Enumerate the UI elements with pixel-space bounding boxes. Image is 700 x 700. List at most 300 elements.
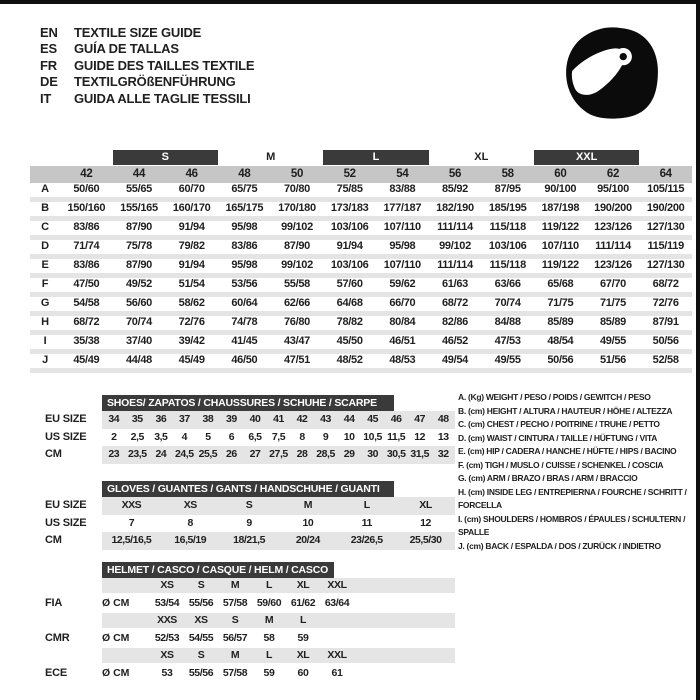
row-label-spacer	[45, 613, 102, 628]
shoes-value: 24,5	[175, 448, 194, 460]
size-value: 160/170	[172, 202, 211, 214]
size-value: 50/60	[73, 183, 100, 195]
shoes-value: 28,5	[316, 448, 335, 460]
unit-spacer	[102, 648, 150, 663]
row-label: CM	[45, 448, 62, 460]
size-value: 70/74	[494, 297, 521, 309]
legend-item-a: A. (Kg) WEIGHT / PESO / POIDS / GEWITCH / PESO	[458, 392, 651, 402]
gloves-value: XXS	[121, 499, 142, 511]
shoes-value: 42	[296, 413, 308, 425]
row-cells	[102, 532, 455, 550]
shoes-value: 4	[181, 430, 188, 443]
shoes-value: 6	[228, 430, 235, 443]
size-value: 127/130	[646, 221, 685, 233]
size-letter-header-row	[30, 150, 692, 165]
size-value: 68/72	[652, 278, 679, 290]
helmet-value: 55/56	[188, 667, 214, 679]
helmet-value: 55/56	[188, 597, 214, 609]
size-value: 87/90	[283, 240, 310, 252]
helmet-size-header: L	[286, 613, 320, 628]
size-value: 75/78	[125, 240, 152, 252]
size-value: 51/56	[599, 354, 626, 366]
size-value: 71/74	[73, 240, 100, 252]
size-value: 43/47	[283, 335, 310, 347]
diameter-unit: Ø CM	[102, 667, 130, 679]
size-value: 46/50	[231, 354, 258, 366]
language-code: FR	[40, 57, 57, 73]
row-cells	[102, 515, 455, 533]
size-value: 103/106	[488, 240, 527, 252]
shoes-row	[45, 429, 455, 447]
helmet-size-band	[45, 648, 455, 663]
row-label-spacer	[45, 578, 102, 593]
helmet-value: 63/64	[324, 597, 350, 609]
row-letter-spacer	[30, 166, 60, 183]
language-row	[40, 41, 254, 58]
size-value: 95/100	[597, 183, 629, 195]
size-value: 87/95	[494, 183, 521, 195]
gloves-row	[45, 515, 455, 533]
size-value: 187/198	[541, 202, 580, 214]
size-column-header: 56	[448, 168, 462, 180]
size-value: 83/86	[73, 221, 100, 233]
size-value: 150/160	[67, 202, 106, 214]
size-value: 51/54	[178, 278, 205, 290]
size-value: 170/180	[278, 202, 316, 214]
size-value: 60/64	[231, 297, 258, 309]
size-value: 47/50	[73, 278, 100, 290]
size-value: 127/130	[646, 259, 685, 271]
size-value: 91/94	[178, 221, 205, 233]
shoes-value: 6,5	[248, 430, 262, 443]
size-value: 39/42	[178, 335, 205, 347]
size-value: 99/102	[281, 221, 313, 233]
size-value: 41/45	[231, 335, 258, 347]
shoes-value: 12	[414, 430, 426, 443]
size-value: 85/89	[599, 316, 626, 328]
helmet-size-header: S	[218, 613, 252, 628]
helmet-standard-row-fia	[45, 593, 455, 613]
shoes-value: 41	[273, 413, 284, 425]
size-row-c	[30, 221, 692, 240]
size-value: 46/51	[389, 335, 416, 347]
size-value: 48/54	[547, 335, 574, 347]
language-row	[40, 90, 254, 107]
shoes-value: 13	[437, 430, 449, 443]
size-value: 70/80	[283, 183, 310, 195]
size-row-h	[30, 316, 692, 335]
shoes-value: 32	[437, 448, 449, 460]
helmet-standard-row-ece	[45, 663, 455, 683]
helmet-size-header: L	[252, 648, 286, 663]
language-row	[40, 57, 254, 74]
size-value: 60/70	[178, 183, 205, 195]
row-letter: E	[41, 259, 49, 271]
size-value: 70/74	[125, 316, 152, 328]
size-value: 78/82	[336, 316, 363, 328]
size-value: 190/200	[594, 202, 632, 214]
shoes-value: 35	[131, 413, 143, 425]
shoes-value: 3,5	[154, 430, 168, 443]
size-value: 56/60	[125, 297, 152, 309]
shoes-value: 30	[367, 448, 379, 460]
row-label: CM	[45, 534, 62, 546]
standard-name: FIA	[45, 597, 63, 609]
shoes-size-section	[45, 395, 455, 464]
gloves-value: 12,5/16,5	[111, 534, 152, 546]
size-value: 55/65	[125, 183, 152, 195]
diameter-unit: Ø CM	[102, 597, 130, 609]
language-row	[40, 24, 254, 41]
shoes-value: 24	[155, 448, 167, 460]
size-value: 53/56	[231, 278, 258, 290]
size-column-header: 54	[396, 168, 409, 180]
gloves-value: 20/24	[295, 534, 320, 546]
legend-item-d: D. (cm) WAIST / CINTURA / TAILLE / HÜFTUNG / VITA	[458, 432, 658, 443]
size-value: 190/200	[646, 202, 685, 214]
shoes-value: 27,5	[269, 448, 288, 460]
textile-size-table	[30, 150, 692, 373]
gloves-row	[45, 532, 455, 550]
language-title: GUIDE DES TAILLES TEXTILE	[74, 57, 255, 73]
shoes-row	[45, 446, 455, 464]
size-value: 49/55	[494, 354, 521, 366]
size-value: 45/49	[73, 354, 100, 366]
gloves-value: 10	[302, 516, 314, 529]
row-letter: D	[41, 240, 49, 252]
language-code: DE	[40, 74, 58, 90]
row-cells	[102, 429, 455, 447]
gloves-value: 8	[187, 516, 193, 529]
shoes-value: 36	[155, 413, 167, 425]
shoes-rows	[45, 411, 455, 464]
size-value: 58/62	[178, 297, 205, 309]
size-value: 99/102	[439, 240, 471, 252]
helmet-section-title: HELMET / CASCO / CASQUE / HELM / CASCO	[102, 562, 334, 578]
shoes-value: 30,5	[386, 448, 406, 460]
gloves-value: S	[245, 499, 253, 511]
shoes-value: 43	[320, 413, 331, 425]
shoes-value: 5	[205, 430, 211, 443]
row-label: US SIZE	[45, 516, 87, 529]
size-value: 83/86	[73, 259, 100, 271]
legend-item-g: G. (cm) ARM / BRAZO / BRAS / ARM / BRACCIO	[458, 473, 638, 483]
shoes-value: 31,5	[410, 448, 429, 460]
size-row-e	[30, 259, 692, 278]
helmet-size-header: XXL	[320, 648, 354, 663]
size-value: 76/80	[283, 316, 310, 328]
helmet-size-header: S	[184, 648, 218, 663]
helmet-size-header: XL	[286, 648, 320, 663]
size-value: 111/114	[437, 221, 473, 233]
helmet-value: 53/54	[154, 597, 180, 609]
size-value: 123/126	[594, 259, 632, 271]
size-value: 99/102	[281, 259, 313, 271]
size-value: 44/48	[125, 354, 152, 366]
row-filler	[354, 628, 455, 648]
size-value: 45/49	[178, 354, 205, 366]
size-value: 71/75	[547, 297, 574, 309]
legend-item-h: H. (cm) INSIDE LEG / ENTREPIERNA / FOURCHE / SCHRITT / FORCELLA	[458, 486, 687, 510]
measurement-legend	[458, 391, 698, 553]
size-value: 87/91	[652, 316, 679, 328]
row-letter: F	[41, 278, 49, 290]
size-row-g	[30, 297, 692, 316]
size-value: 65/68	[547, 278, 574, 290]
size-value: 111/114	[437, 259, 473, 271]
size-value: 79/82	[178, 240, 205, 252]
size-value: 48/53	[389, 354, 416, 366]
helmet-value: 52/53	[154, 632, 180, 644]
row-letter: C	[41, 221, 49, 233]
legend-item-c: C. (cm) CHEST / PECHO / POITRINE / TRUHE / PETTO	[458, 419, 660, 429]
size-value: 119/122	[541, 221, 579, 233]
shoes-value: 45	[367, 413, 379, 425]
size-value: 107/110	[541, 240, 579, 252]
helmet-value: 61	[331, 667, 343, 679]
size-value: 49/55	[599, 335, 626, 347]
size-value: 49/52	[125, 278, 152, 290]
size-row-j	[30, 354, 692, 373]
size-value: 107/110	[383, 221, 421, 233]
row-letter: J	[42, 354, 48, 366]
band-filler	[354, 648, 455, 663]
shoes-value: 10,5	[363, 430, 382, 443]
helmet-size-header: XS	[184, 613, 218, 628]
size-row-f	[30, 278, 692, 297]
gloves-value: 23/26,5	[350, 534, 383, 546]
size-value: 95/98	[231, 259, 258, 271]
size-value: 82/86	[441, 316, 468, 328]
band-filler	[354, 613, 455, 628]
gloves-value: 11	[361, 516, 372, 529]
size-value: 177/187	[383, 202, 422, 214]
language-title: TEXTILE SIZE GUIDE	[74, 24, 202, 40]
language-code: ES	[40, 41, 57, 57]
size-value: 68/72	[73, 316, 100, 328]
size-value: 85/89	[547, 316, 574, 328]
row-cells	[102, 497, 455, 515]
size-value: 87/90	[125, 221, 152, 233]
shoes-value: 11,5	[387, 430, 406, 443]
helmet-value: 57/58	[222, 667, 248, 679]
size-value: 80/84	[389, 316, 416, 328]
size-value: 185/195	[488, 202, 527, 214]
row-cells	[102, 446, 455, 464]
gloves-value: 12	[420, 516, 431, 529]
size-value: 47/53	[494, 335, 521, 347]
size-value: 75/85	[336, 183, 363, 195]
row-filler	[354, 593, 455, 613]
shoes-value: 29	[343, 448, 355, 460]
size-row-i	[30, 335, 692, 354]
helmet-standard-row-cmr	[45, 628, 455, 648]
size-value: 57/60	[336, 278, 363, 290]
size-value: 91/94	[178, 259, 205, 271]
legend-item-j: J. (cm) BACK / ESPALDA / DOS / ZURÜCK / INDIETRO	[458, 540, 661, 551]
shoes-value: 8	[299, 430, 305, 443]
shoes-value: 26	[226, 448, 237, 460]
size-value: 85/92	[441, 183, 468, 195]
helmet-size-header: L	[252, 578, 286, 593]
helmet-value: 60	[297, 667, 309, 679]
shoes-value: 38	[202, 413, 214, 425]
language-row	[40, 74, 254, 91]
shoes-value: 2,5	[130, 430, 144, 443]
size-value: 45/50	[336, 335, 363, 347]
size-column-header: 42	[80, 168, 93, 180]
helmet-size-band	[45, 613, 455, 628]
size-value: 49/54	[441, 354, 468, 366]
language-code: EN	[40, 24, 58, 40]
shoes-value: 46	[390, 413, 402, 425]
size-value: 83/88	[389, 183, 416, 195]
size-group-s: S	[113, 150, 218, 165]
shoes-value: 44	[343, 413, 355, 425]
row-letter: A	[41, 183, 49, 195]
gloves-value: 9	[246, 516, 252, 529]
size-value: 103/106	[330, 221, 369, 233]
shoes-value: 25,5	[198, 448, 218, 460]
size-value: 72/76	[178, 316, 205, 328]
size-group-l: L	[323, 150, 428, 165]
gloves-value: M	[303, 499, 313, 511]
helmet-size-header: XL	[286, 578, 320, 593]
helmet-value: 61/62	[290, 597, 316, 609]
helmet-size-header: XS	[150, 578, 184, 593]
size-value: 55/58	[283, 278, 310, 290]
shoes-value: 37	[178, 413, 190, 425]
shoes-value: 47	[414, 413, 426, 425]
size-value: 165/175	[225, 202, 264, 214]
size-value: 59/62	[389, 278, 416, 290]
size-column-header: 64	[659, 168, 672, 180]
size-value: 84/88	[494, 316, 521, 328]
shoes-value: 28	[296, 448, 308, 460]
helmet-size-header: M	[252, 613, 286, 628]
row-label-spacer	[45, 648, 102, 663]
helmet-size-header: XXL	[320, 578, 354, 593]
legend-item-e: E. (cm) HIP / CADERA / HANCHE / HÜFTE / HIPS / BACINO	[458, 446, 677, 456]
unit-spacer	[102, 578, 150, 593]
language-title: GUÍA DE TALLAS	[74, 41, 179, 57]
row-label: EU SIZE	[45, 499, 87, 511]
shoes-value: 23	[108, 448, 120, 460]
size-value: 46/52	[441, 335, 468, 347]
legend-item-b: B. (cm) HEIGHT / ALTURA / HAUTEUR / HÖHE / ALTEZZA	[458, 405, 673, 416]
shoes-value: 7,5	[271, 430, 286, 443]
row-filler	[354, 663, 455, 683]
size-group-xxl: XXL	[534, 150, 639, 165]
helmet-size-header: M	[218, 648, 252, 663]
size-column-header: 62	[606, 168, 620, 180]
shoes-value: 27	[249, 448, 261, 460]
size-value: 111/114	[595, 240, 631, 252]
standard-name: CMR	[45, 632, 70, 644]
helmet-value: 59	[297, 632, 309, 644]
size-value: 47/51	[283, 354, 310, 366]
size-column-header: 46	[185, 168, 198, 180]
helmet-value: 59/60	[256, 597, 282, 609]
size-value: 173/183	[330, 202, 369, 214]
size-value: 155/165	[120, 202, 158, 214]
shoes-value: 10	[343, 430, 355, 443]
helmet-size-header: M	[218, 578, 252, 593]
language-code: IT	[40, 90, 52, 106]
size-row-d	[30, 240, 692, 259]
gloves-section-title: GLOVES / GUANTES / GANTS / HANDSCHUHE / GUANTI	[102, 481, 394, 497]
helmet-size-section	[45, 562, 455, 683]
size-value: 63/66	[494, 278, 521, 290]
unit-spacer	[102, 613, 150, 628]
shoes-value: 9	[322, 430, 329, 443]
helmet-size-header: XXS	[150, 613, 184, 628]
shoes-value: 2	[111, 430, 117, 443]
helmet-value: 59	[263, 667, 275, 679]
size-value: 66/70	[389, 297, 416, 309]
row-cells	[102, 411, 455, 429]
gloves-value: 16,5/19	[174, 534, 207, 546]
gloves-value: 7	[128, 516, 135, 529]
size-table-body	[30, 183, 692, 373]
row-label: EU SIZE	[45, 413, 87, 425]
shoes-value: 48	[437, 413, 449, 425]
size-value: 50/56	[652, 335, 679, 347]
size-value: 64/68	[336, 297, 363, 309]
helmet-value: 54/55	[188, 632, 214, 644]
size-value: 115/119	[647, 240, 684, 252]
shoes-value: 39	[226, 413, 237, 425]
size-value: 61/63	[441, 278, 468, 290]
size-value: 182/190	[436, 202, 474, 214]
standard-name: ECE	[45, 667, 68, 679]
gloves-value: 25,5/30	[409, 534, 442, 546]
helmet-size-header: S	[184, 578, 218, 593]
size-column-header: 52	[343, 168, 356, 180]
size-row-a	[30, 183, 692, 202]
diameter-unit: Ø CM	[102, 632, 130, 644]
size-value: 35/38	[73, 335, 100, 347]
size-value: 54/58	[73, 297, 100, 309]
shoes-section-title: SHOES/ ZAPATOS / CHAUSSURES / SCHUHE / SCARPE	[102, 395, 394, 411]
shoes-value: 23,5	[127, 448, 147, 460]
racing-helmet-icon	[560, 24, 662, 126]
helmet-rows	[45, 578, 455, 683]
size-value: 67/70	[599, 278, 626, 290]
helmet-value: 56/57	[222, 632, 248, 644]
language-title: TEXTILGRÖßENFÜHRUNG	[74, 74, 236, 90]
size-value: 105/115	[647, 183, 685, 195]
row-letter: I	[43, 335, 47, 347]
helmet-size-header: XS	[150, 648, 184, 663]
size-value: 107/110	[383, 259, 421, 271]
gloves-value: XS	[183, 499, 197, 511]
size-value: 91/94	[336, 240, 363, 252]
size-group-m: M	[266, 151, 276, 163]
size-value: 62/66	[283, 297, 310, 309]
shoes-value: 34	[108, 413, 120, 425]
row-letter: H	[41, 316, 49, 328]
size-value: 48/52	[336, 354, 363, 366]
size-column-header: 58	[501, 168, 514, 180]
size-value: 50/56	[547, 354, 574, 366]
row-letter: B	[41, 202, 49, 214]
size-value: 95/98	[231, 221, 258, 233]
size-row-b	[30, 202, 692, 221]
language-title-list	[40, 24, 254, 107]
size-value: 87/90	[125, 259, 152, 271]
size-column-header: 44	[132, 168, 146, 180]
